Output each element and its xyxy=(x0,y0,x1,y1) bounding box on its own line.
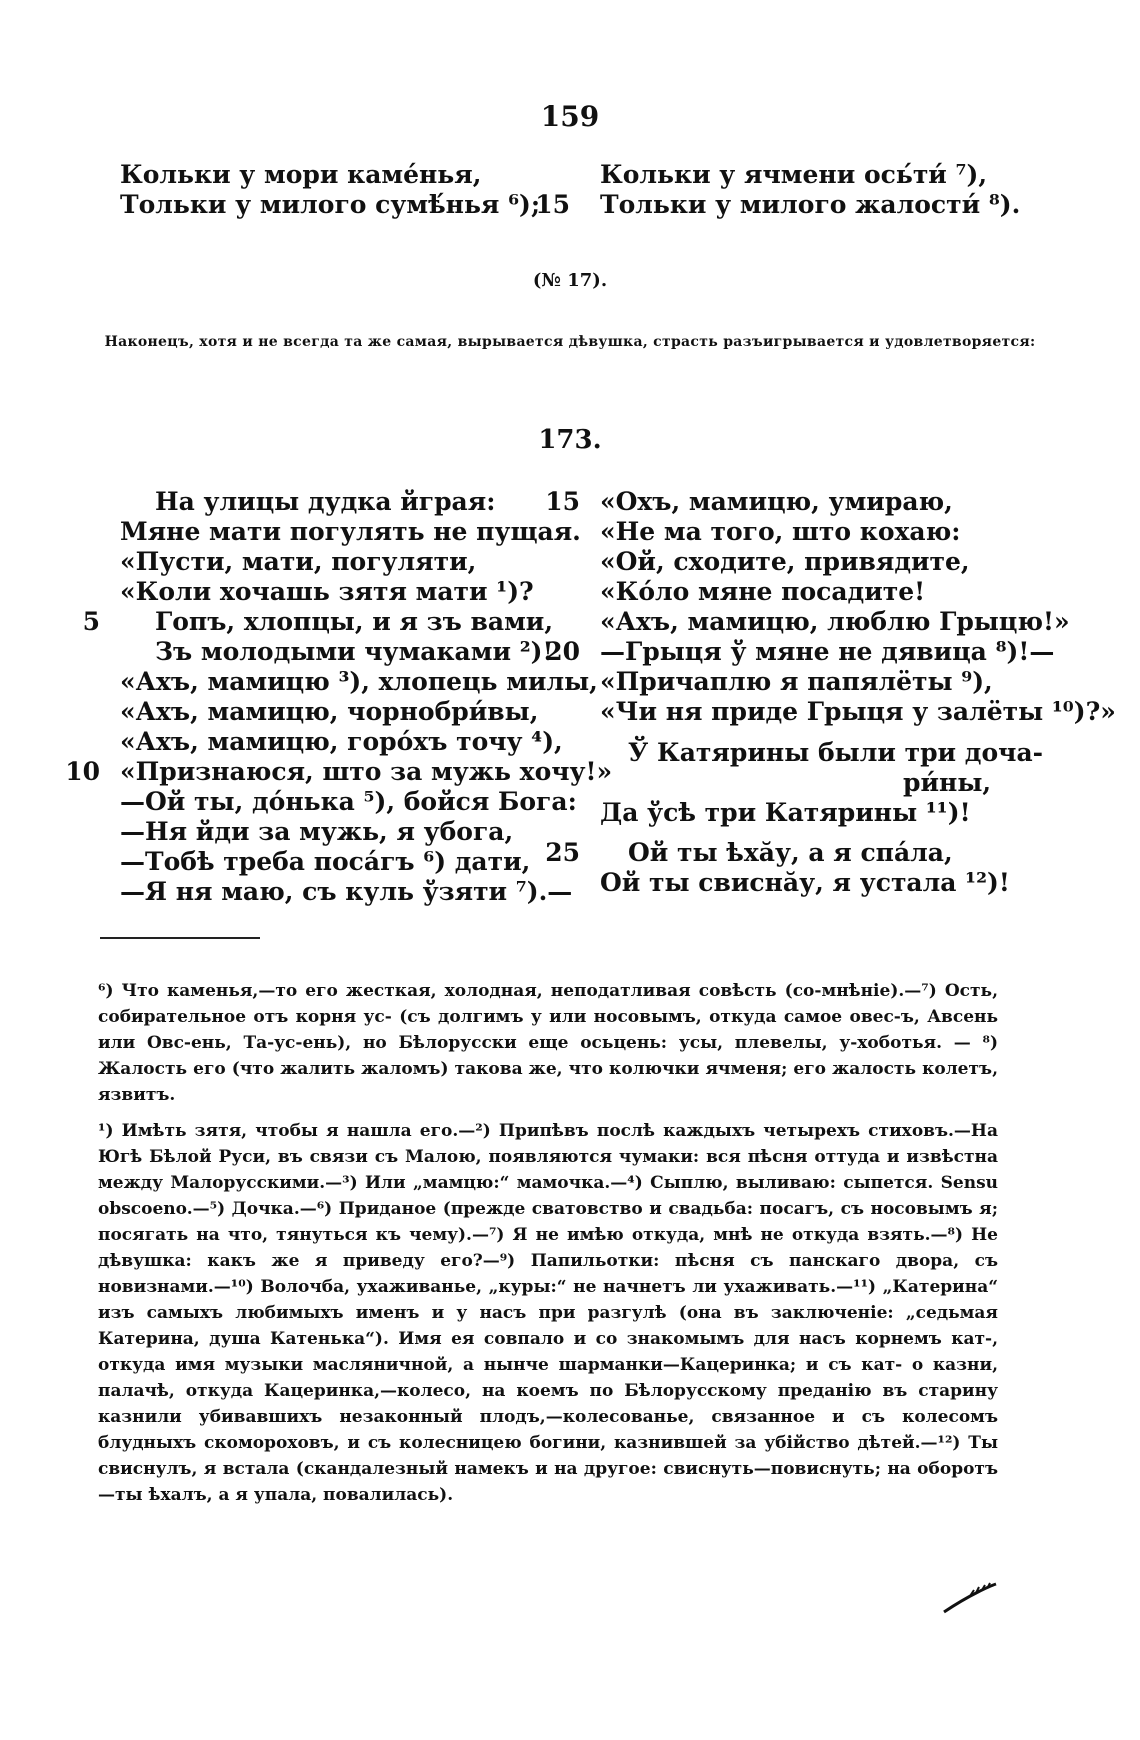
verse-text: —Ой ты, до́нька ⁵), бойся Бога: xyxy=(120,787,577,816)
stanza-b-line-1: Ў Катярины были три доча- xyxy=(628,738,1044,767)
top-verse-left xyxy=(120,160,540,220)
verse-text: Мяне мати погулять не пущая. xyxy=(120,517,581,546)
verse-text: «Пусти, мати, погуляти, xyxy=(120,547,477,576)
verse-line xyxy=(60,637,612,667)
verse-text: «Ахъ, мамицю ³), хлопець милы, xyxy=(120,667,598,696)
verse-text: «Ко́ло мяне посадите! xyxy=(600,577,926,606)
verse-line xyxy=(60,727,612,757)
footnotes-second xyxy=(98,1118,998,1508)
line-number: 25 xyxy=(545,838,580,867)
song-right-column xyxy=(540,487,1116,727)
verse-line xyxy=(540,607,1116,637)
intro-text: Наконецъ, хотя и не всегда та же самая, вырывается дѣвушка, страсть разъигрывается и удовлетворяется: xyxy=(104,334,1036,350)
ink-squiggle-icon xyxy=(940,1580,1000,1616)
line-number: 5 xyxy=(82,607,100,636)
verse-text: —Тобѣ треба поса́гъ ⁶) дати, xyxy=(120,847,531,876)
top-verse-left-line-2: Тольки у милого сумѣ́нья ⁶); xyxy=(120,190,541,219)
footnote-divider xyxy=(100,937,260,939)
song-right-stanza-c xyxy=(540,838,1010,898)
verse-text: «Коли хочашь зятя мати ¹)? xyxy=(120,577,534,606)
verse-text: Гопъ, хлопцы, и я зъ вами, xyxy=(155,607,554,636)
verse-line xyxy=(540,637,1116,667)
verse-line xyxy=(60,547,612,577)
document-number: (№ 17). xyxy=(532,270,608,291)
verse-text: —Грыця ў мяне не дявица ⁸)!— xyxy=(600,637,1055,666)
verse-line xyxy=(60,787,612,817)
stanza-b-line-2: ри́ны, xyxy=(903,768,992,797)
verse-line xyxy=(60,487,612,517)
verse-text: «Признаюся, што за мужь хочу!» xyxy=(120,757,613,786)
verse-text: Зъ молодыми чумаками ²)! xyxy=(155,637,554,666)
verse-text: «Не ма того, што кохаю: xyxy=(600,517,961,546)
verse-line xyxy=(60,877,612,907)
page-number: 159 xyxy=(540,100,600,133)
top-verse-left-line-1: Кольки у мори каме́нья, xyxy=(120,160,482,189)
verse-text: Ой ты свиснӑу, я устала ¹²)! xyxy=(600,868,1010,897)
verse-line xyxy=(60,577,612,607)
verse-text: «Охъ, мамицю, умираю, xyxy=(600,487,953,516)
verse-text: —Ня йди за мужь, я убога, xyxy=(120,817,514,846)
verse-text: «Ахъ, мамицю, чорнобри́вы, xyxy=(120,697,539,726)
verse-line xyxy=(60,607,612,637)
verse-line xyxy=(60,817,612,847)
footnote-paragraph-1: ⁶) Что каменья,—то его жесткая, холодная, неподатливая совѣсть (со-мнѣніе).—⁷) Ость, собирательное отъ корня ус- (съ долгимъ у или носовымъ, откуда самое овес-ъ, Авсень или Овс-ень, Та-ус-ень), но Бѣлорусски еще осьцень: усы, плевелы, у-хоботья. — ⁸) Жалость его (что жалить жаломъ) такова же, что колючки ячменя; его жалость колетъ, язвитъ. xyxy=(98,981,998,1105)
top-verse-right-line-1: Кольки у ячмени ось́ти́ ⁷), xyxy=(600,160,988,189)
top-verse-right-line-2: Тольки у милого жалости́ ⁸). xyxy=(600,190,1021,219)
verse-line xyxy=(60,757,612,787)
stanza-b-line-3: Да ўсѣ три Катярины ¹¹)! xyxy=(600,798,971,827)
verse-line xyxy=(540,838,1010,868)
verse-line xyxy=(60,667,612,697)
verse-line xyxy=(540,547,1116,577)
verse-line xyxy=(540,667,1116,697)
footnotes-first xyxy=(98,978,998,1108)
top-verse-line-number: 15 xyxy=(535,190,570,219)
verse-text: Ой ты ѣхӑу, а я спа́ла, xyxy=(628,838,953,867)
verse-line xyxy=(540,577,1116,607)
verse-line xyxy=(60,517,612,547)
verse-line xyxy=(540,868,1010,898)
footnote-paragraph-2: ¹) Имѣть зятя, чтобы я нашла его.—²) Припѣвъ послѣ каждыхъ четырехъ стиховъ.—На Югѣ Бѣлой Руси, въ связи съ Малою, появляются чумаки: вся пѣсня оттуда и извѣстна между Малорусскими.—³) Или „мамцю:“ мамочка.—⁴) Сыплю, выливаю: сыпется. Sensu obscoeno.—⁵) Дочка.—⁶) Приданое (прежде сватовство и свадьба: посагъ, съ носовымъ я; посягать на что, тянуться къ чему).—⁷) Я не имѣю откуда, мнѣ не откуда взять.—⁸) Не дѣвушка: какъ же я приведу его?—⁹) Папильотки: пѣсня съ панскаго двора, съ новизнами.—¹⁰) Волочба, ухаживанье, „куры:“ не начнетъ ли ухаживать.—¹¹) „Катерина“ изъ самыхъ любимыхъ именъ и у насъ при разгулѣ (она въ заключеніе: „седьмая Катерина, душа Катенька“). Имя ея совпало и со знакомымъ для насъ корнемъ кат-, откуда имя музыки масляничной, а нынче шарманки—Кацеринка; и съ кат- о казни, палачѣ, откуда Кацеринка,—колесо, на коемъ по Бѣлорусскому преданію въ старину казнили убивавшихъ незаконный плодъ,—колесованье, связанное и съ колесомъ блудныхъ скомороховъ, и съ колесницею богини, казнившей за убійство дѣтей.—¹²) Ты свиснулъ, я встала (скандалезный намекъ и на другое: свиснуть—повиснуть; на оборотъ—ты ѣхалъ, а я упала, повалилась). xyxy=(98,1121,998,1505)
verse-text: —Я ня маю, съ куль ўзяти ⁷).— xyxy=(120,877,573,906)
verse-text: «Чи ня приде Грыця у залёты ¹⁰)?» xyxy=(600,697,1116,726)
verse-text: На улицы дудка йграя: xyxy=(155,487,496,516)
song-number: 173. xyxy=(538,425,602,455)
line-number: 15 xyxy=(545,487,580,516)
line-number: 10 xyxy=(65,757,100,786)
verse-text: «Ахъ, мамицю, горо́хъ точу ⁴), xyxy=(120,727,563,756)
verse-line xyxy=(60,847,612,877)
verse-line xyxy=(540,517,1116,547)
line-number: 20 xyxy=(545,637,580,666)
verse-text: «Причаплю я папялёты ⁹), xyxy=(600,667,993,696)
top-verse-right xyxy=(600,160,1020,220)
song-right-stanza-b xyxy=(600,738,1043,828)
verse-text: «Ой, сходите, привядите, xyxy=(600,547,970,576)
verse-line xyxy=(540,697,1116,727)
verse-line xyxy=(60,697,612,727)
verse-text: «Ахъ, мамицю, люблю Грыцю!» xyxy=(600,607,1070,636)
verse-line xyxy=(540,487,1116,517)
song-left-column xyxy=(60,487,612,907)
